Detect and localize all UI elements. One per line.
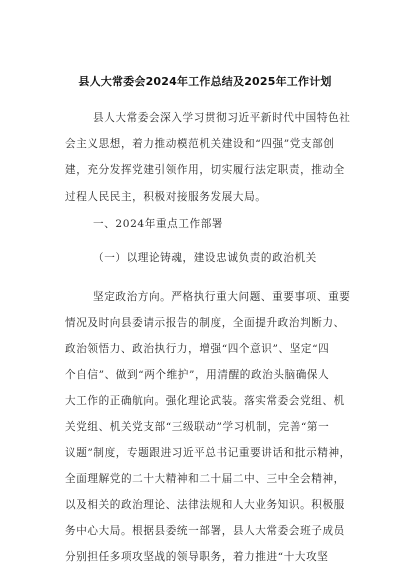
intro-line: 县人大常委会深入学习贯彻习近平新时代中国特色社 bbox=[93, 112, 351, 124]
body-line: 个自信”、做到“两个维护”，用清醒的政治头脑确保人 bbox=[65, 369, 330, 381]
intro-line: 会主义思想，着力推动模范机关建设和“四强”党支部创 bbox=[65, 138, 335, 150]
body-line: 以及相关的政治理论、法律法规和人大业务知识。积极服 bbox=[65, 499, 345, 511]
body-line: 情况及时向县委请示报告的制度，全面提升政治判断力、 bbox=[65, 317, 345, 329]
body-line: 全面理解党的二十大精神和二十届二中、三中全会精神， bbox=[65, 473, 345, 485]
document-title: 县人大常委会2024年工作总结及2025年工作计划 bbox=[78, 75, 332, 88]
intro-line: 过程人民民主，积极对接服务发展大局。 bbox=[65, 191, 267, 203]
body-line: 务中心大局。根据县委统一部署，县人大常委会班子成员 bbox=[65, 525, 345, 537]
subsection-heading: （一）以理论铸魂，建设忠诚负责的政治机关 bbox=[93, 252, 317, 264]
body-line: 政治领悟力、政治执行力，增强“四个意识”、坚定“四 bbox=[65, 343, 330, 355]
body-line: 坚定政治方向。严格执行重大问题、重要事项、重要 bbox=[93, 291, 351, 303]
intro-line: 建，充分发挥党建引领作用，切实履行法定职责，推动全 bbox=[65, 164, 345, 176]
body-line: 关党组、机关党支部“三级联动”学习机制，完善“第一 bbox=[65, 421, 330, 433]
body-line: 大工作的正确航向。强化理论武装。落实常委会党组、机 bbox=[65, 395, 345, 407]
body-line: 议题”制度，专题跟进习近平总书记重要讲话和批示精神， bbox=[65, 447, 351, 459]
section-heading: 一、2024年重点工作部署 bbox=[93, 218, 224, 230]
body-line: 分别担任多项攻坚战的领导职务，着力推进“十大攻坚 bbox=[65, 551, 329, 563]
